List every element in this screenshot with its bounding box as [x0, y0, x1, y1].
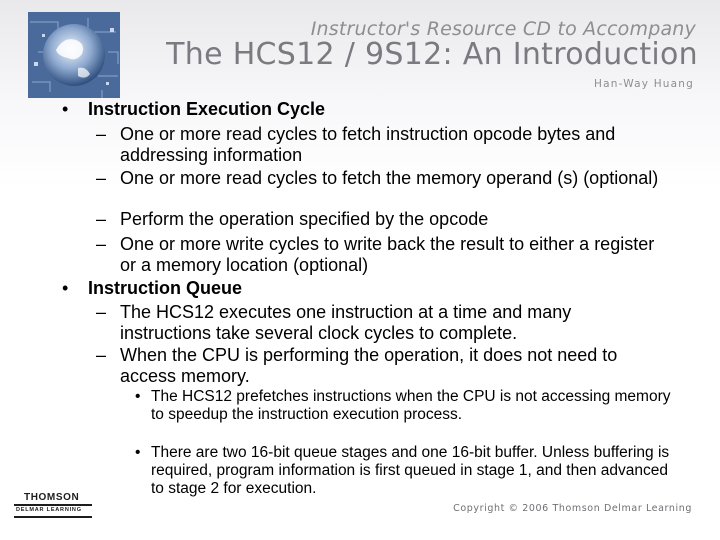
globe-circuit-icon	[28, 12, 120, 98]
copyright-text: Copyright © 2006 Thomson Delmar Learning	[453, 503, 692, 514]
bullet-text: The HCS12 prefetches instructions when the CPU is not accessing memory to speedup the instruction execution process.	[151, 388, 671, 423]
header-subtitle: Instructor's Resource CD to Accompany	[310, 18, 696, 40]
header-author: Han-Way Huang	[594, 78, 694, 90]
dash-marker: –	[96, 234, 107, 254]
logo-subname: DELMAR LEARNING	[16, 507, 82, 513]
dash-marker: –	[96, 302, 107, 322]
logo-divider	[14, 516, 92, 518]
bullet-marker: •	[135, 388, 141, 405]
dash-marker: –	[96, 168, 107, 188]
publisher-logo	[14, 492, 94, 522]
dash-marker: –	[96, 209, 107, 229]
bullet-marker: •	[62, 278, 69, 298]
dash-marker: –	[96, 345, 107, 365]
logo-name: THOMSON	[24, 492, 80, 503]
bullet-text: Perform the operation specified by the opcode	[120, 209, 489, 229]
bullet-marker: •	[135, 444, 141, 461]
bullet-text: One or more write cycles to write back the result to either a register or a memory location (optional)	[120, 234, 655, 275]
bullet-text: One or more read cycles to fetch the memory operand (s) (optional)	[120, 168, 659, 188]
logo-divider	[14, 504, 92, 506]
bullet-text: Instruction Queue	[88, 278, 243, 298]
dash-marker: –	[96, 124, 107, 144]
bullet-text: The HCS12 executes one instruction at a time and many instructions take several clock cycles to complete.	[120, 302, 572, 343]
header-title: The HCS12 / 9S12: An Introduction	[166, 37, 698, 72]
bullet-text: One or more read cycles to fetch instruction opcode bytes and addressing information	[120, 124, 616, 165]
bullet-marker: •	[62, 99, 69, 119]
bullet-text: There are two 16-bit queue stages and one 16-bit buffer. Unless buffering is required, program information is first queued in stage 1, and then advanced to stage 2 for execution.	[151, 444, 670, 497]
bullet-text: Instruction Execution Cycle	[88, 99, 326, 119]
bullet-text: When the CPU is performing the operation, it does not need to access memory.	[120, 345, 618, 386]
